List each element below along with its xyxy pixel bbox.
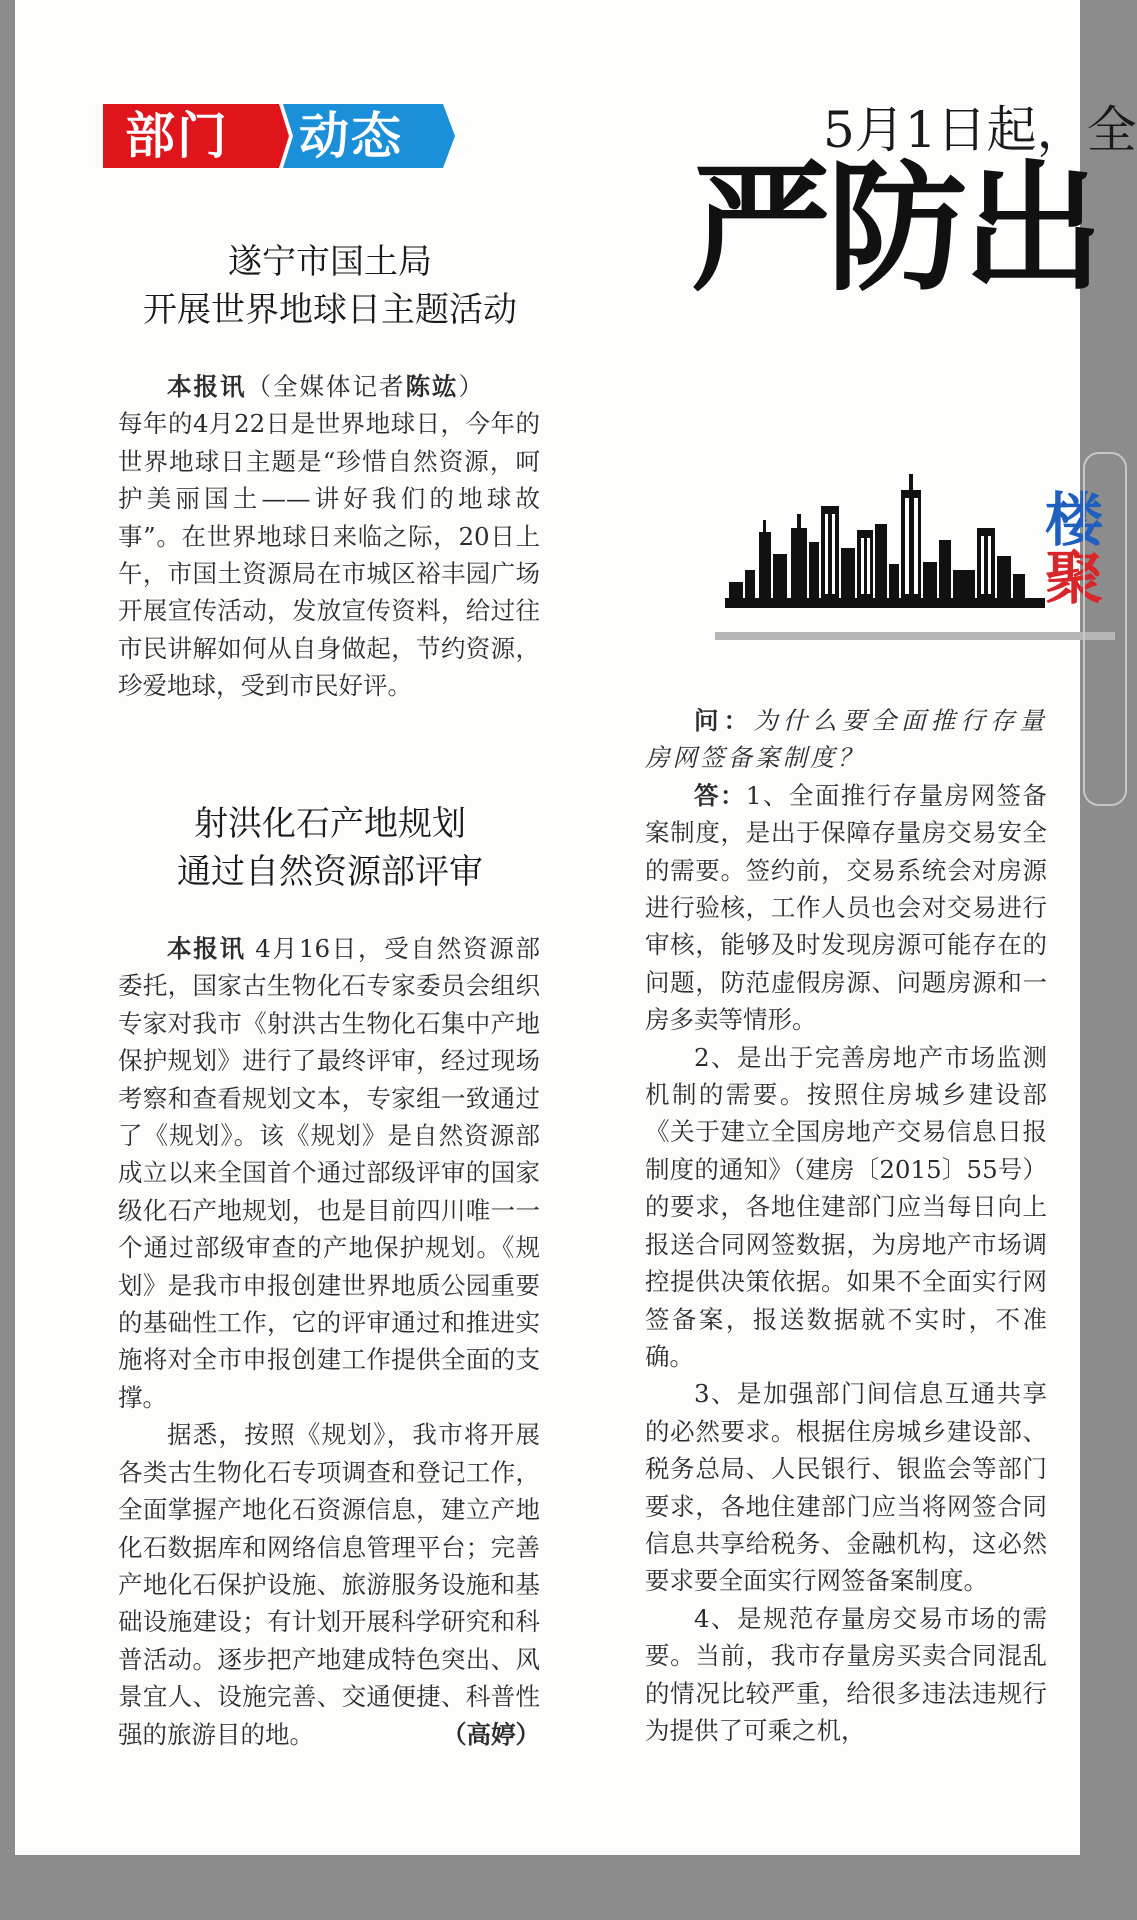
right-kicker: 5月1日起，全 bbox=[823, 101, 1137, 159]
section-badge-right-text: 动态 bbox=[299, 107, 403, 165]
article2-title-line2: 通过自然资源部评审 bbox=[177, 852, 483, 892]
banner-divider bbox=[715, 632, 1115, 640]
section-badge bbox=[103, 104, 455, 168]
newspaper-page bbox=[15, 0, 1137, 1855]
article2-title-line1: 射洪化石产地规划 bbox=[194, 804, 466, 844]
section-badge-left-text: 部门 bbox=[125, 107, 229, 165]
article1-headline bbox=[110, 238, 550, 334]
article2-paragraph1: 4月16日，受自然资源部委托，国家古生物化石专家委员会组织专家对我市《射洪古生物化石集中产地保护规划》进行了最终评审，经过现场考察和查看规划文本，专家组一致通过了《规划》。该《规划》是自然资源部成立以来全国首个通过部级评审的国家级化石产地规划，也是目前四川唯一一个通过部级审查的产地保护规划。《规划》是我市申报创建世界地质公园重要的基础性工作，它的评审通过和推进实施将对全市申报创建工作提供全面的支撑。 bbox=[118, 934, 541, 1412]
article1-byline-a: （全媒体记者 bbox=[246, 372, 406, 401]
article2-paragraph2: 据悉，按照《规划》，我市将开展各类古生物化石专项调查和登记工作，全面掌握产地化石资源信息，建立产地化石数据库和网络信息管理平台；完善产地化石保护设施、旅游服务设施和基础设施建设；有计划开展科学研究和科普活动。逐步把产地建成特色突出、风景宜人、设施完善、交通便捷、科普性强的旅游目的地。 bbox=[118, 1420, 540, 1749]
article1-byline-name: 陈竑 bbox=[405, 372, 459, 401]
article1-body bbox=[118, 368, 540, 705]
question-text: 为什么要全面推行存量房网签备案制度？ bbox=[645, 706, 1048, 773]
article2-headline bbox=[110, 800, 550, 896]
question-lead: 问： bbox=[694, 706, 754, 735]
banner-char-2: 聚 bbox=[1045, 544, 1104, 612]
article1-byline-lead: 本报讯 bbox=[167, 372, 247, 401]
side-box-frame bbox=[1083, 452, 1127, 806]
banner-char-1: 楼 bbox=[1045, 486, 1104, 554]
bottom-margin-bar bbox=[0, 1855, 1080, 1920]
answer-paragraph1: 1、全面推行存量房网签备案制度，是出于保障存量房交易安全的需要。签约前，交易系统会对房源进行验核，工作人员也会对交易进行审核，能够及时发现房源可能存在的问题，防范虚假房源、问题房源和一房多卖等情形。 bbox=[645, 780, 1048, 1035]
article2-lead: 本报讯 bbox=[167, 934, 246, 963]
answer-lead: 答： bbox=[694, 780, 746, 810]
article1-byline-b: ） bbox=[458, 372, 485, 401]
answer-paragraph4: 4、是规范存量房交易市场的需要。当前，我市存量房买卖合同混乱的情况比较严重，给很多违法违规行为提供了可乘之机， bbox=[645, 1603, 1047, 1745]
answer-paragraph3: 3、是加强部门间信息互通共享的必然要求。根据住房城乡建设部、税务总局、人民银行、银监会等部门要求，各地住建部门应当将网签合同信息共享给税务、金融机构，这必然要求要全面实行网签备案制度。 bbox=[645, 1379, 1047, 1596]
article2-author: （高婷） bbox=[442, 1719, 540, 1749]
article2-body bbox=[118, 930, 540, 1753]
qa-column bbox=[645, 702, 1047, 1749]
answer-paragraph2: 2、是出于完善房地产市场监测机制的需要。按照住房城乡建设部《关于建立全国房地产交易信息日报制度的通知》（建房〔2015〕55号）的要求，各地住建部门应当每日向上报送合同网签数据，为房地产市场调控提供决策依据。如果不全面实行网签备案，报送数据就不实时，不准确。 bbox=[645, 1042, 1047, 1371]
skyline-illustration bbox=[715, 470, 1045, 615]
article1-paragraph: 每年的4月22日是世界地球日，今年的世界地球日主题是“珍惜自然资源，呵护美丽国土——讲好我们的地球故事”。在世界地球日来临之际，20日上午，市国土资源局在市城区裕丰园广场开展宣传活动，发放宣传资料，给过往市民讲解如何从自身做起，节约资源，珍爱地球，受到市民好评。 bbox=[118, 409, 540, 701]
article1-title-line2: 开展世界地球日主题活动 bbox=[143, 290, 517, 330]
article1-title-line1: 遂宁市国土局 bbox=[228, 242, 432, 282]
right-big-title: 严防出 bbox=[691, 148, 1100, 311]
